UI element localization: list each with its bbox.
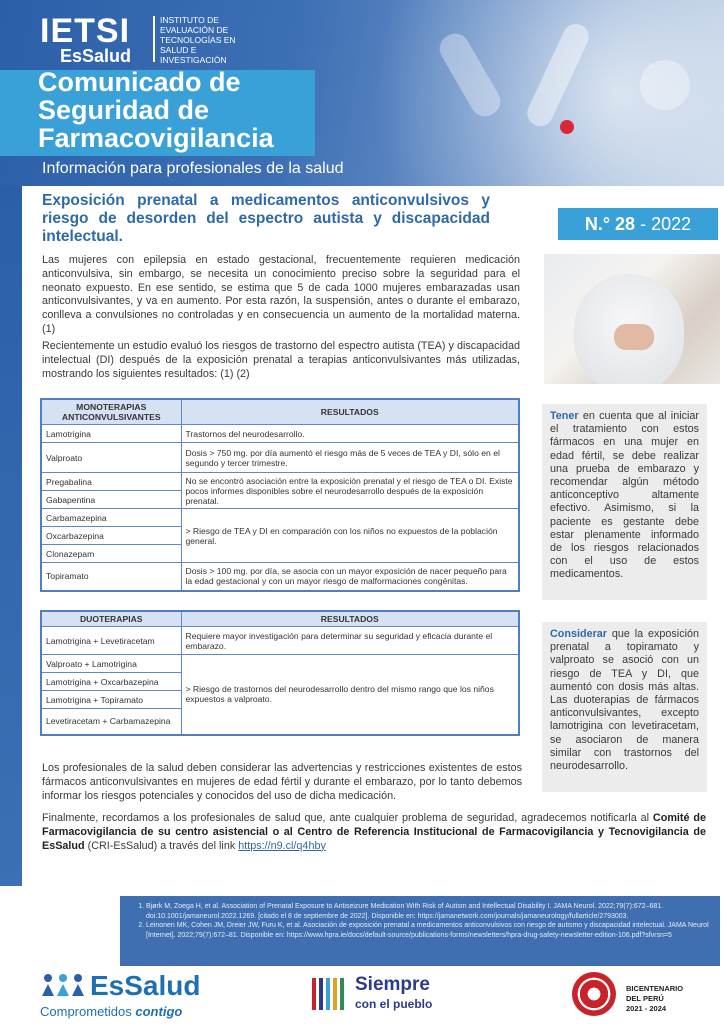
- left-accent-bar: [0, 186, 22, 886]
- siempre-a: Siempre: [355, 974, 430, 995]
- essalud-logo: EsSalud: [90, 970, 201, 1001]
- people-icon: [40, 972, 86, 998]
- article-headline: Exposición prenatal a medicamentos anticonvulsivos y riesgo de desorden del espectro autista y discapacidad intelectual.: [42, 192, 490, 245]
- result-cell: > Riesgo de trastornos del neurodesarrollo dentro del mismo rango que los niños expuestos a valproato.: [181, 655, 519, 735]
- table-row: [41, 443, 519, 473]
- drug-cell: Oxcarbazepina: [41, 527, 181, 545]
- tagline-b: contigo: [135, 1004, 183, 1019]
- drug-cell: Gabapentina: [41, 491, 181, 509]
- tagline-a: Comprometidos: [40, 1004, 132, 1019]
- flag-stripes-icon: [310, 974, 350, 1014]
- bic-b: DEL PERÚ: [626, 994, 664, 1003]
- drug-cell: Levetiracetam + Carbamazepina: [41, 709, 181, 735]
- duo-header-drug: DUOTERAPIAS: [41, 611, 181, 627]
- study-paragraph: Recientemente un estudio evaluó los riesgos de trastorno del espectro autista (TEA) y discapacidad intelectual (DI) después de la exposición prenatal a terapias anticonvulsivantes más utilizadas, mostrando los siguientes resultados: (1) (2): [42, 340, 520, 380]
- report-link[interactable]: https://n9.cl/q4hby: [238, 839, 326, 852]
- siempre-icon: [310, 974, 350, 1014]
- page-subtitle: Información para profesionales de la salud: [42, 160, 344, 177]
- result-cell: Trastornos del neurodesarrollo.: [181, 425, 519, 443]
- page-title: Comunicado de Seguridad de Farmacovigilancia: [38, 67, 274, 153]
- closing-text-post: (CRI-EsSalud) a través del link: [87, 839, 236, 852]
- drug-cell: Lamotrigina + Levetiracetam: [41, 627, 181, 655]
- table-row: [41, 425, 519, 443]
- essalud-people-icon: [40, 972, 86, 998]
- closing-text: Finalmente, recordamos a los profesionales de salud que, ante cualquier problema de seguridad, agradecemos notificarla al: [42, 812, 650, 824]
- table-row: [41, 509, 519, 527]
- sidebar-note-lead: Tener: [550, 410, 579, 422]
- sidebar-note-considerar: [542, 622, 707, 792]
- drug-cell: Lamotrigina + Topiramato: [41, 691, 181, 709]
- result-cell: Requiere mayor investigación para determinar su seguridad y eficacia durante el embarazo.: [181, 627, 519, 655]
- monotherapy-table: [40, 398, 520, 592]
- reference-item: 1. Bjørk M, Zoega H, et al. Association of Prenatal Exposure to Antiseizure Medication With Risk of Autism and Intellectual Disability I. JAMA Neurol. 2022;79(7):672–681. doi:10.1001/jamaneurol.2022.1269. [citado el 8 de septiembre de 2022]. Disponible en: https://jamanetwork.com/journals/jamaneurology/fullarticle/2793003.: [146, 902, 710, 921]
- result-cell: > Riesgo de TEA y DI en comparación con los niños no expuestos de la población general.: [181, 509, 519, 563]
- drug-cell: Lamotrigina + Oxcarbazepina: [41, 673, 181, 691]
- drug-cell: Valproato: [41, 443, 181, 473]
- table-row: [41, 563, 519, 591]
- drug-cell: Clonazepam: [41, 545, 181, 563]
- issue-number: N.° 28: [584, 214, 636, 234]
- pregnant-woman-photo: [544, 254, 720, 384]
- logo-divider: [153, 16, 155, 62]
- conclusion-paragraph: Los profesionales de la salud deben considerar las advertencias y restricciones existentes de estos fármacos anticonvulsivantes en mujeres de edad fértil y durante el embarazo, por lo tanto debemos informar los riesgos potenciales y conocidos del uso de dicha medicación.: [42, 762, 522, 802]
- sidebar-note-tener: [542, 404, 707, 600]
- mono-header-result: RESULTADOS: [181, 399, 519, 425]
- issue-badge: [558, 208, 718, 240]
- result-cell: Dosis > 100 mg. por día, se asocia con un mayor exposición de nacer pequeño para la edad gestacional y con un mayor riesgo de malformaciones congénitas.: [181, 563, 519, 591]
- references-list: [134, 902, 710, 940]
- drug-cell: Lamotrigina: [41, 425, 181, 443]
- sidebar-note-text: que la exposición prenatal a topiramato y valproato se asoció con un riesgo de TEA y DI, que aumentó con dosis más altas. Las duoterapias de fármacos anticonvulsivantes, excepto lamotrigina con levetiracetam, se asociaron de manera similar con trastornos del neurodesarrollo.: [550, 628, 699, 773]
- institute-name: INSTITUTO DE EVALUACIÓN DE TECNOLOGÍAS EN SALUD E INVESTIGACIÓN: [160, 15, 236, 65]
- result-cell: No se encontró asociación entre la exposición prenatal y el riesgo de TEA o DI. Existe pocos informes disponibles sobre el neurodesarrollo después de la exposición prenatal.: [181, 473, 519, 509]
- duotherapy-table: [40, 610, 520, 736]
- bicentenario-logo: [626, 984, 683, 1014]
- drug-cell: Carbamazepina: [41, 509, 181, 527]
- drug-cell: Valproato + Lamotrigina: [41, 655, 181, 673]
- circle-decoration: [640, 60, 690, 110]
- red-dot-decoration: [560, 120, 574, 134]
- result-cell: Dosis > 750 mg. por día aumentó el riesgo más de 5 veces de TEA y DI, sólo en el segundo y tercer trimestre.: [181, 443, 519, 473]
- essalud-sub-logo: EsSalud: [60, 46, 132, 66]
- mono-header-drug: MONOTERAPIAS ANTICONVULSIVANTES: [41, 399, 181, 425]
- intro-paragraph: Las mujeres con epilepsia en estado gestacional, frecuentemente requieren medicación anticonvulsiva, sin embargo, se necesita un conocimiento preciso sobre la seguridad para el neonato expuesto. En ese sentido, se estima que 5 de cada 1000 mujeres embarazadas usan anticonvulsivantes, y va en aumento. Por esta razón, la suspensión, antes o durante el embarazo, conlleva a convulsiones no controladas y en consecuencia un aumento de la mortalidad materna. (1): [42, 254, 520, 335]
- siempre-logo: [355, 976, 432, 1013]
- table-row: [41, 473, 519, 491]
- ietsi-logo: IETSI: [40, 12, 131, 50]
- table-row: [41, 655, 519, 673]
- bic-a: BICENTENARIO: [626, 984, 684, 993]
- issue-year: - 2022: [640, 214, 692, 234]
- references-box: [120, 896, 720, 966]
- drug-cell: Pregabalina: [41, 473, 181, 491]
- siempre-b: con el pueblo: [355, 997, 433, 1011]
- essalud-tagline: [40, 1004, 182, 1019]
- bicentenario-emblem-icon: [572, 972, 616, 1016]
- duo-header-result: RESULTADOS: [181, 611, 519, 627]
- photo-hand: [614, 324, 654, 350]
- reference-item: 2. Leinonen MK, Cohen JM, Dreier JW, Furu K, et al. Asociación de exposición prenatal a medicamentos anticonvulsivos con riesgo de autismo y discapacidad intelectual. JAMA Neurol [Internet]. 2022;79(7):672–81. Disponible en: https://www.hpra.ie/docs/default-source/publications-forms/newsletters/hpra-drug-safety-newsletter-edition-106.pdf?sfvrsn=5: [146, 921, 710, 940]
- sidebar-note-text: en cuenta que al iniciar el tratamiento con estos fármacos en una mujer en edad fértil, se debe realizar una prueba de embarazo y recomendar algún método anticonceptivo altamente efectivo. Asimismo, si la paciente es gestante debe estar plenamente informado de los riesgos relacionados con el uso de estos medicamentos.: [550, 410, 699, 581]
- table-row: [41, 627, 519, 655]
- closing-committee: Comité de Farmacovigilancia de su centro asistencial o al Centro de Referencia Institucional de Farmacovigilancia y Tecnovigilancia de EsSalud: [42, 812, 707, 852]
- sidebar-note-lead: Considerar: [550, 628, 607, 640]
- drug-cell: Topiramato: [41, 563, 181, 591]
- closing-paragraph: [42, 812, 706, 853]
- bic-c: 2021 - 2024: [626, 1004, 667, 1013]
